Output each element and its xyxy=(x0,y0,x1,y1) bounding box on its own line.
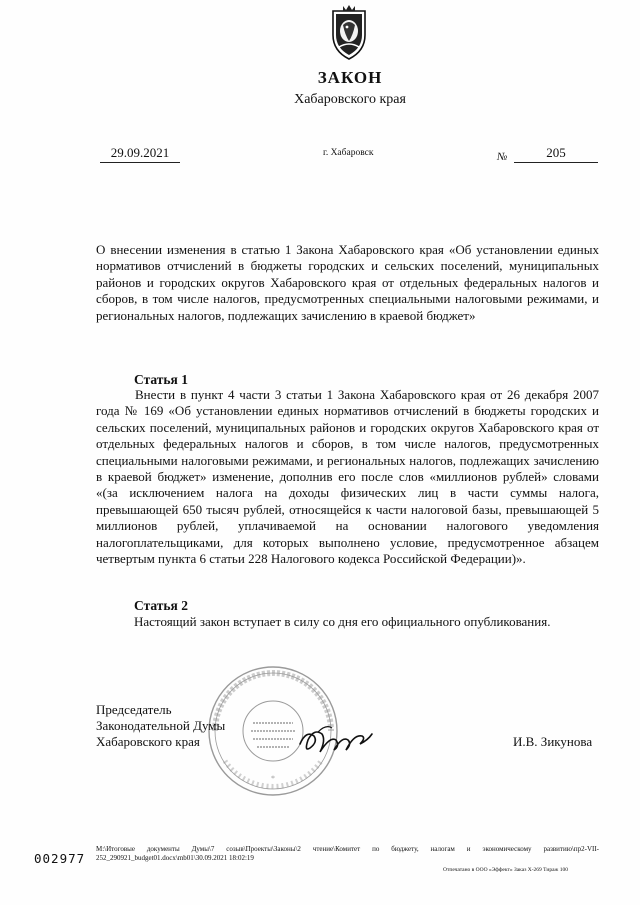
article-2-text: Настоящий закон вступает в силу со дня его официального опубликования. xyxy=(134,614,551,629)
registration-number: 002977 xyxy=(34,851,86,866)
document-subtitle: Хабаровского края xyxy=(294,92,406,107)
number-label: № xyxy=(497,151,508,163)
file-path-footer: M:\Итоговые документы Думы\7 созыв\Проекты\Законы\2 чтение\Комитет по бюджету, налогам и экономическому развитию\пр2-VII-252_290921_budget01.docx\mb01\30.09.2021 18:02:19 xyxy=(96,845,599,862)
document-city: г. Хабаровск xyxy=(323,148,374,158)
khabarovsk-coat-of-arms-icon xyxy=(327,5,371,61)
signatory-position-line-3: Хабаровского края xyxy=(96,734,200,750)
svg-text:*: * xyxy=(271,774,275,783)
signatory-position xyxy=(96,702,225,751)
law-subject: О внесении изменения в статью 1 Закона Хабаровского края «Об установлении единых нормативов отчислений в бюджеты городских и сельских поселений, муниципальных районов и городских округов Хабаровского края от отдельных федеральных налогов и сборов, в том числе налогов, предусмотренных специальными налоговыми режимами, и региональных налогов, подлежащих зачислению в краевой бюджет» xyxy=(96,242,599,323)
printing-note: Отпечатано в ООО «Эффект» Заказ Х-269 Тираж 100 xyxy=(443,867,568,873)
signatory-position-line-1: Председатель xyxy=(96,702,172,717)
signatory-name: И.В. Зикунова xyxy=(513,734,593,749)
article-2-title: Статья 2 xyxy=(134,598,188,613)
document-date: 29.09.2021 xyxy=(100,145,180,163)
signatory-position-line-2: Законодательной Думы xyxy=(96,718,226,734)
article-1-text: Внести в пункт 4 части 3 статьи 1 Закона Хабаровского края от 26 декабря 2007 года № 169 «Об установлении единых нормативов отчислений в бюджеты городских и сельских поселений, муниципальных районов и городских округов Хабаровского края от отдельных федеральных налогов и сборов, в том числе налогов, предусмотренных специальными налоговыми режимами, и региональных налогов, подлежащих зачислению в краевой бюджет» изменение, дополнив его после слов «миллионов рублей» словами «(за исключением налога на доходы физических лиц в части суммы налога, превышающей 650 тысяч рублей, относящейся к части налоговой базы, превышающей 5 миллионов рублей, уплачиваемой на основании налогового уведомления налогоплательщиками, для которых выполнено условие, предусмотренное абзацем четвертым пункта 6 статьи 228 Налогового кодекса Российской Федерации)». xyxy=(96,387,599,567)
article-1-title: Статья 1 xyxy=(134,372,188,387)
document-number: 205 xyxy=(514,145,598,163)
document-title: ЗАКОН xyxy=(317,68,383,87)
handwritten-signature xyxy=(296,722,376,758)
